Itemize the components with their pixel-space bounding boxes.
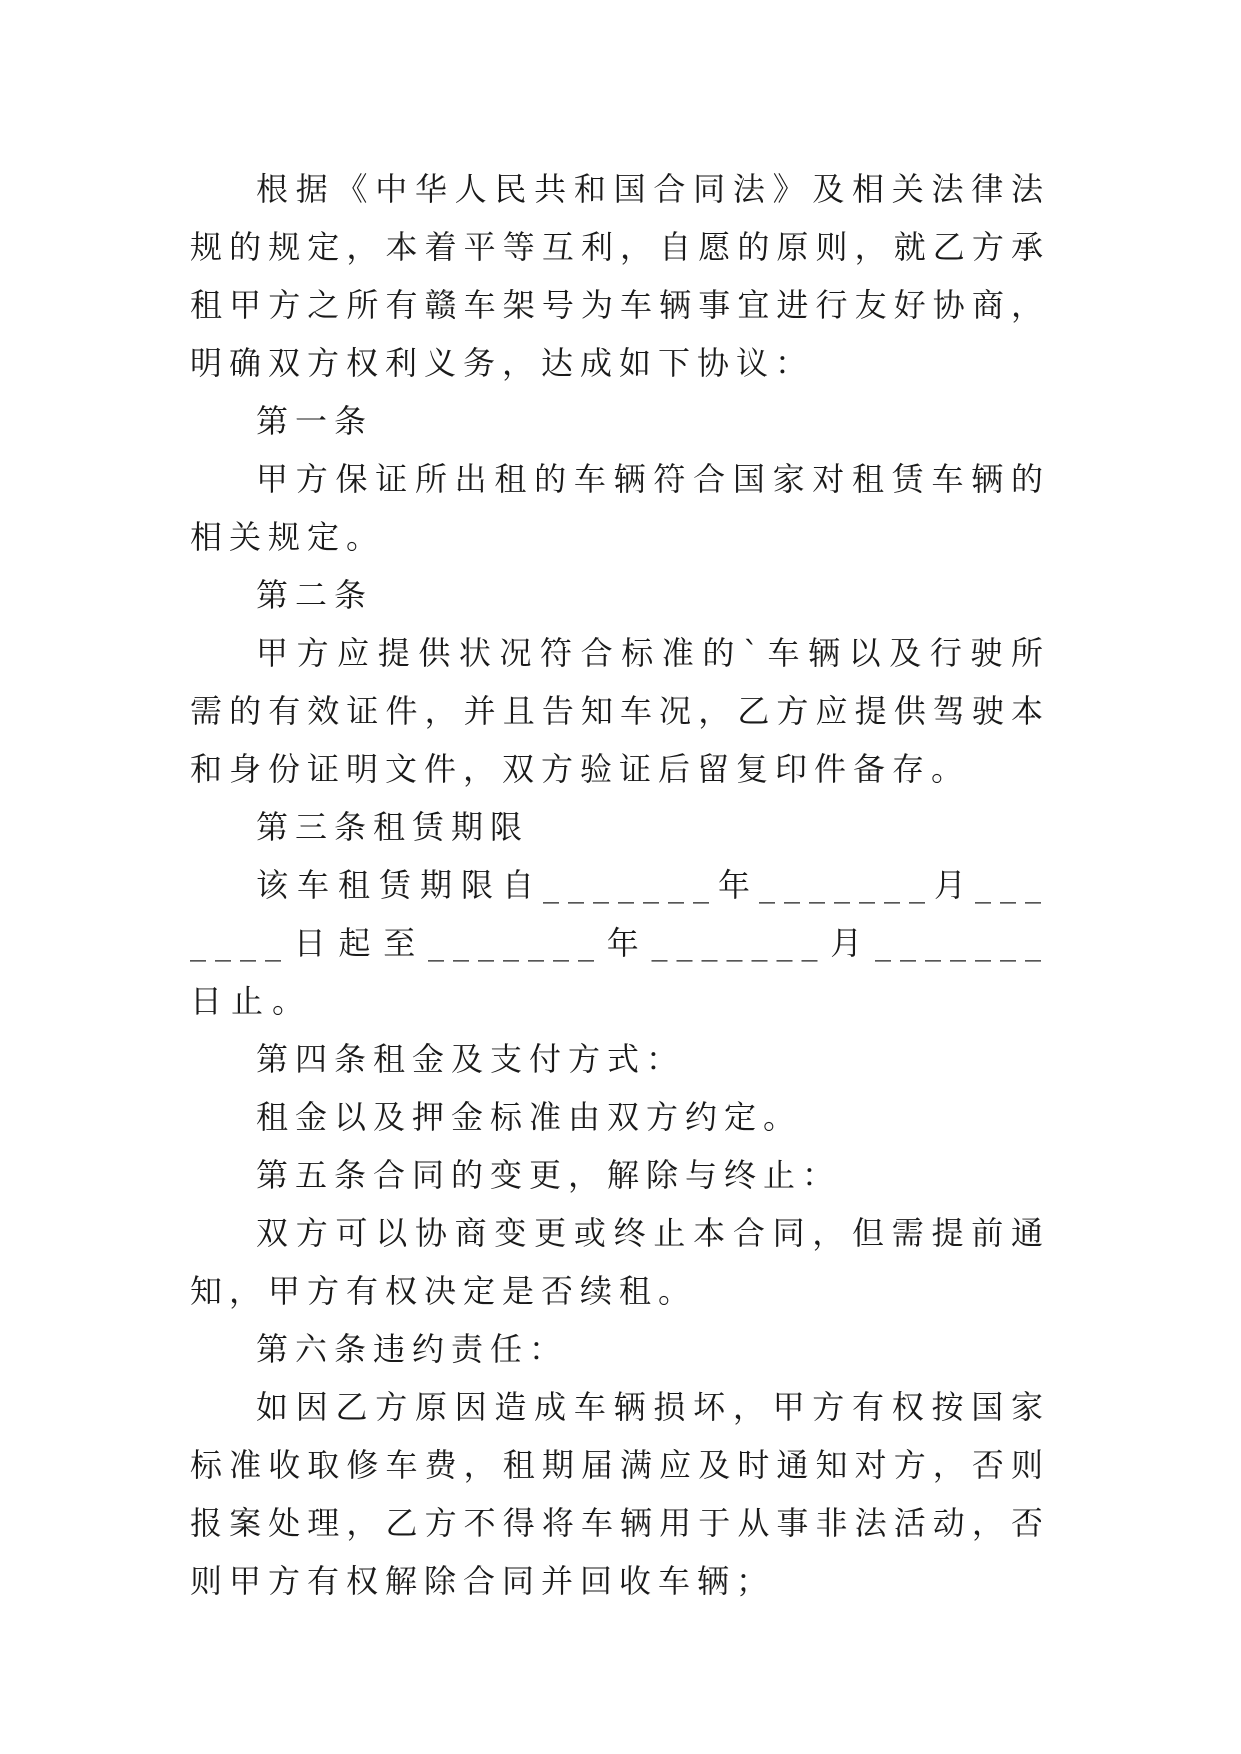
- article-2-paragraph: 甲方应提供状况符合标准的`车辆以及行驶所需的有效证件，并且告知车况，乙方应提供驾驶本和身份证明文件，双方验证后留复印件备存。: [190, 634, 1050, 788]
- article-5-paragraph: 双方可以协商变更或终止本合同，但需提前通知，甲方有权决定是否续租。: [190, 1214, 1050, 1310]
- article-4-heading: 第四条租金及支付方式：: [256, 1040, 686, 1078]
- document-body: [190, 160, 1050, 1610]
- article-5-heading: 第五条合同的变更，解除与终止：: [256, 1156, 842, 1194]
- article-1-paragraph: 甲方保证所出租的车辆符合国家对租赁车辆的相关规定。: [190, 460, 1050, 556]
- article-2-heading: 第二条: [256, 576, 374, 614]
- article-1-heading: 第一条: [256, 402, 374, 440]
- article-3-paragraph: 该车租赁期限自_______年_______月_______日起至_______年_______月_______日止。: [190, 866, 1051, 1020]
- article-4-paragraph: 租金以及押金标准由双方约定。: [256, 1098, 803, 1136]
- article-6-paragraph: 如因乙方原因造成车辆损坏，甲方有权按国家标准收取修车费，租期届满应及时通知对方，否则报案处理，乙方不得将车辆用于从事非法活动，否则甲方有权解除合同并回收车辆；: [190, 1388, 1050, 1600]
- article-3-heading: 第三条租赁期限: [256, 808, 530, 846]
- preamble-paragraph: 根据《中华人民共和国合同法》及相关法律法规的规定，本着平等互利，自愿的原则，就乙方承租甲方之所有赣车架号为车辆事宜进行友好协商，明确双方权利义务，达成如下协议：: [190, 170, 1050, 382]
- article-6-heading: 第六条违约责任：: [256, 1330, 569, 1368]
